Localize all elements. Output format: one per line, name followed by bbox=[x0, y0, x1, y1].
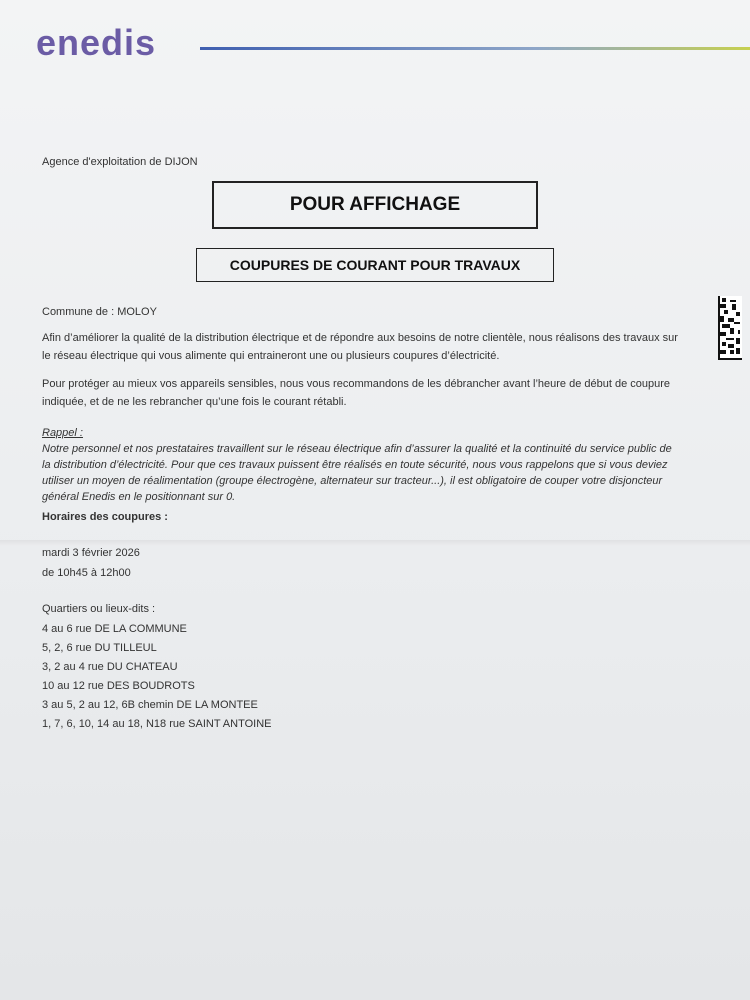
datamatrix-code-icon bbox=[718, 296, 742, 360]
list-item: 3, 2 au 4 rue DU CHATEAU bbox=[42, 661, 178, 673]
list-item: 3 au 5, 2 au 12, 6B chemin DE LA MONTEE bbox=[42, 699, 258, 711]
commune-line: Commune de : MOLOY bbox=[42, 306, 157, 318]
reminder-title: Rappel : bbox=[42, 427, 83, 439]
schedule-heading: Horaires des coupures : bbox=[42, 511, 168, 523]
advice-paragraph: Pour protéger au mieux vos appareils sensibles, nous vous recommandons de les débrancher avant l’heure de début de coupure indiquée, et de ne les rebrancher qu’une fois le courant rétabli. bbox=[42, 378, 670, 408]
reminder-text: Notre personnel et nos prestataires travaillent sur le réseau électrique afin d’assurer la qualité et la continuité du service public de la distribution d’électricité. Pour que ces travaux puissent être réalisés en toute sécurité, nous vous rappelons que si vous deviez utiliser un moyen de réalimentation (groupe électrogène, alternateur sur tracteur...), il est obligatoire de couper votre disjoncteur général Enedis en le positionnant sur 0. bbox=[42, 442, 672, 503]
list-item: 4 au 6 rue DE LA COMMUNE bbox=[42, 623, 187, 635]
reminder-block bbox=[42, 426, 682, 506]
list-item: 1, 7, 6, 10, 14 au 18, N18 rue SAINT ANTOINE bbox=[42, 718, 272, 730]
enedis-logo: enedis bbox=[36, 22, 157, 63]
posting-title-box bbox=[212, 181, 538, 229]
agency-label: Agence d'exploitation de DIJON bbox=[42, 156, 198, 168]
outage-date: mardi 3 février 2026 bbox=[42, 547, 140, 559]
areas-heading: Quartiers ou lieux-dits : bbox=[42, 603, 156, 615]
outage-time: de 10h45 à 12h00 bbox=[42, 567, 131, 579]
posting-title: POUR AFFICHAGE bbox=[289, 194, 461, 215]
subject-title: COUPURES DE COURANT POUR TRAVAUX bbox=[229, 257, 521, 273]
header-rule bbox=[200, 47, 750, 50]
subject-title-box bbox=[196, 248, 554, 282]
list-item: 10 au 12 rue DES BOUDROTS bbox=[42, 680, 195, 692]
list-item: 5, 2, 6 rue DU TILLEUL bbox=[42, 642, 157, 654]
areas-list bbox=[42, 620, 272, 734]
intro-paragraph: Afin d’améliorer la qualité de la distribution électrique et de répondre aux besoins de notre clientèle, nous réalisons des travaux sur le réseau électrique qui vous alimente qui entraineront une ou plusieurs coupures d’électricité. bbox=[42, 332, 678, 362]
